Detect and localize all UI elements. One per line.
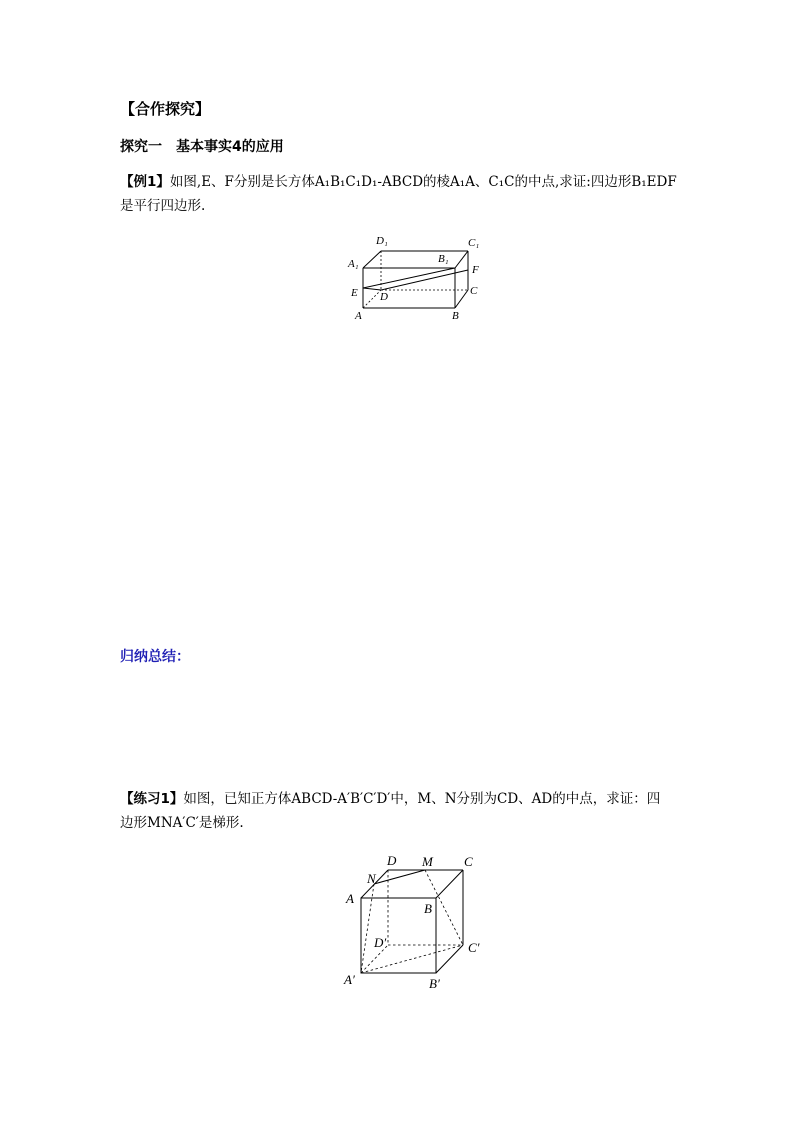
label-A1: A₁	[348, 258, 359, 270]
label-B-prime: B′	[429, 976, 440, 991]
label-N: N	[367, 871, 376, 886]
label-A: A	[355, 310, 362, 322]
label-C: C	[470, 285, 478, 297]
exercise1-tag: 【练习1】	[120, 791, 184, 807]
label-D1: D₁	[376, 235, 388, 247]
label-A: A	[346, 891, 354, 906]
label-E: E	[351, 287, 358, 299]
label-D: D	[380, 291, 388, 303]
exercise1-paragraph	[120, 787, 680, 835]
example1-tag: 【例1】	[120, 174, 170, 190]
cube-figure	[330, 850, 500, 995]
label-D-prime: D′	[374, 935, 387, 950]
summary-title: 归纳总结：	[120, 649, 190, 665]
label-C: C	[464, 854, 473, 869]
exercise1-text-line1: 如图，已知正方体ABCD-A′B′C′D′中，M、N分别为CD、AD的中点，求证：四	[183, 791, 661, 807]
label-A-prime: A′	[344, 972, 355, 987]
example1-text-line2: 是平行四边形.	[120, 198, 206, 214]
label-B: B	[452, 310, 459, 322]
label-M: M	[422, 854, 433, 869]
section-title: 【合作探究】	[120, 100, 211, 118]
cuboid-figure	[330, 228, 500, 328]
label-C1: C₁	[468, 237, 480, 249]
label-B: B	[424, 901, 432, 916]
example1-text-line1: 如图,E、F分别是长方体A₁B₁C₁D₁-ABCD的棱A₁A、C₁C的中点,求证:四边形B₁EDF	[169, 174, 677, 190]
example1-paragraph	[120, 170, 680, 218]
label-C-prime: C′	[468, 940, 480, 955]
label-D: D	[387, 853, 397, 868]
inquiry-title: 探究一 基本事实4的应用	[120, 139, 284, 155]
label-F: F	[472, 264, 479, 276]
exercise1-text-line2: 边形MNA′C′是梯形.	[120, 815, 244, 831]
label-B1: B₁	[438, 253, 449, 265]
